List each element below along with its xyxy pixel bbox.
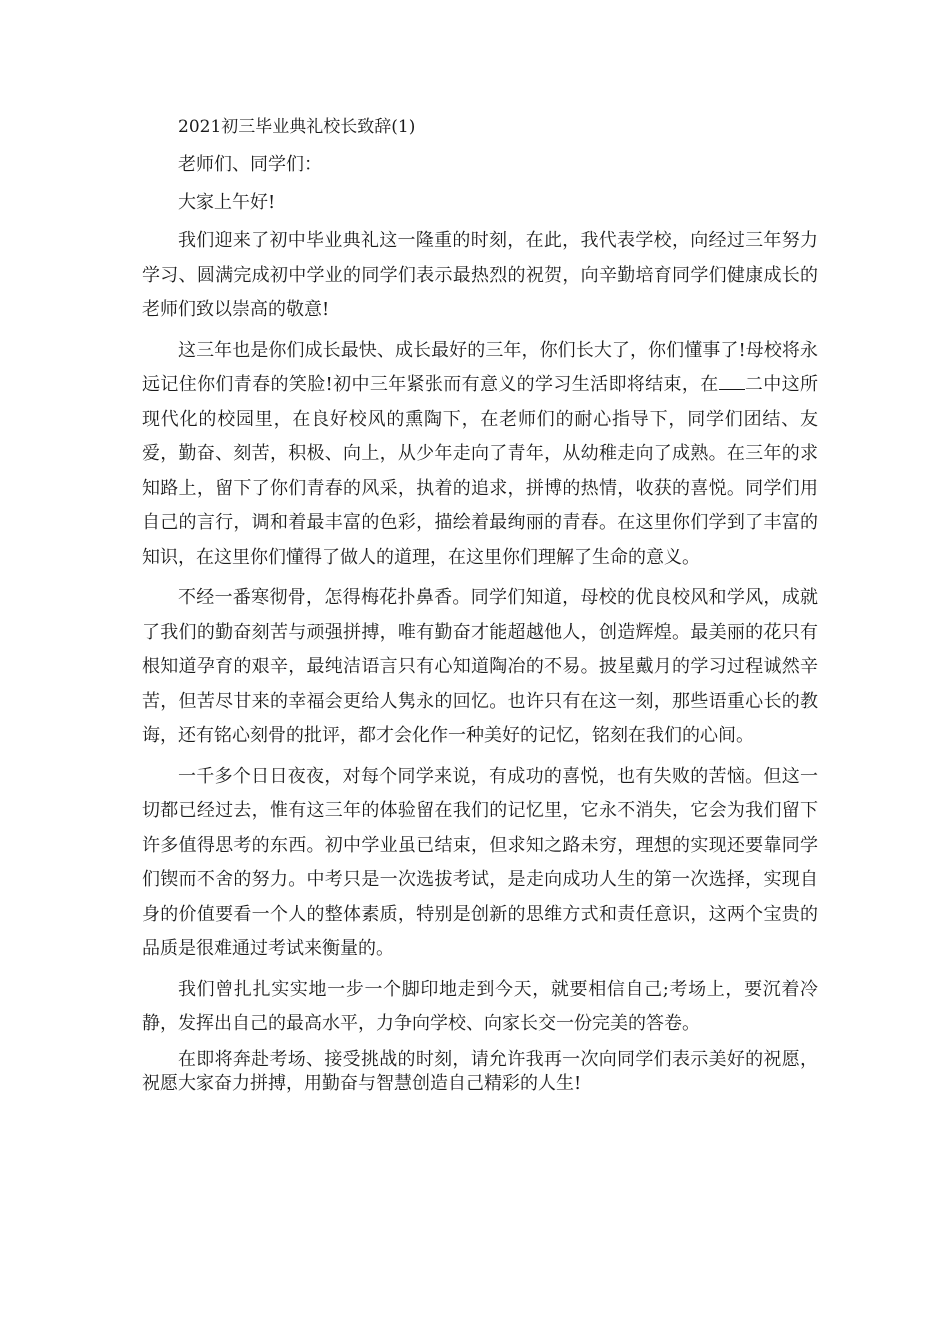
fill-in-blank xyxy=(719,373,745,390)
paragraph-3: 不经一番寒彻骨，怎得梅花扑鼻香。同学们知道，母校的优良校风和学风，成就了我们的勤奋刻苦与顽强拼搏，唯有勤奋才能超越他人，创造辉煌。最美丽的花只有根知道孕育的艰辛，最纯洁语言只有心知道陶冶的不易。披星戴月的学习过程诚然辛苦，但苦尽甘来的幸福会更给人隽永的回忆。也许只有在这一刻，那些语重心长的教诲，还有铭心刻骨的批评，都才会化作一种美好的记忆，铭刻在我们的心间。 xyxy=(142,587,818,746)
paragraph-2-part-2: 二中这所现代化的校园里，在良好校风的熏陶下，在老师们的耐心指导下，同学们团结、友爱，勤奋、刻苦，积极、向上，从少年走向了青年，从幼稚走向了成熟。在三年的求知路上，留下了你们青春的风采，执着的追求，拼博的热情，收获的喜悦。同学们用自己的言行，调和着最丰富的色彩，描绘着最绚丽的青春。在这里你们学到了丰富的知识，在这里你们懂得了做人的道理，在这里你们理解了生命的意义。 xyxy=(142,374,818,568)
paragraph-5: 我们曾扎扎实实地一步一个脚印地走到今天，就要相信自己;考场上，要沉着冷静，发挥出自己的最高水平，力争向学校、向家长交一份完美的答卷。 xyxy=(142,978,818,1034)
paragraph-4: 一千多个日日夜夜，对每个同学来说，有成功的喜悦，也有失败的苦恼。但这一切都已经过去，惟有这三年的体验留在我们的记忆里，它永不消失，它会为我们留下许多值得思考的东西。初中学业虽已结束，但求知之路未穷，理想的实现还要靠同学们锲而不舍的努力。中考只是一次选拔考试，是走向成功人生的第一次选择，实现自身的价值要看一个人的整体素质，特别是创新的思维方式和责任意识，这两个宝贵的品质是很难通过考试来衡量的。 xyxy=(142,765,818,959)
paragraph-2 xyxy=(142,334,818,576)
document-body xyxy=(142,110,818,1102)
document-title: 2021初三毕业典礼校长致辞(1) xyxy=(178,117,416,137)
paragraph-6: 在即将奔赴考场、接受挑战的时刻，请允许我再一次向同学们表示美好的祝愿，祝愿大家奋力拼搏，用勤奋与智慧创造自己精彩的人生! xyxy=(142,1048,818,1094)
paragraph-1: 我们迎来了初中毕业典礼这一隆重的时刻，在此，我代表学校，向经过三年努力学习、圆满完成初中学业的同学们表示最热烈的祝贺，向辛勤培育同学们健康成长的老师们致以崇高的敬意! xyxy=(142,230,818,320)
paragraph-2-part-1: 这三年也是你们成长最快、成长最好的三年，你们长大了，你们懂事了!母校将永远记住你们青春的笑脸!初中三年紧张而有意义的学习生活即将结束，在 xyxy=(142,339,818,395)
salutation: 老师们、同学们： xyxy=(178,154,322,175)
greeting: 大家上午好! xyxy=(178,192,276,213)
